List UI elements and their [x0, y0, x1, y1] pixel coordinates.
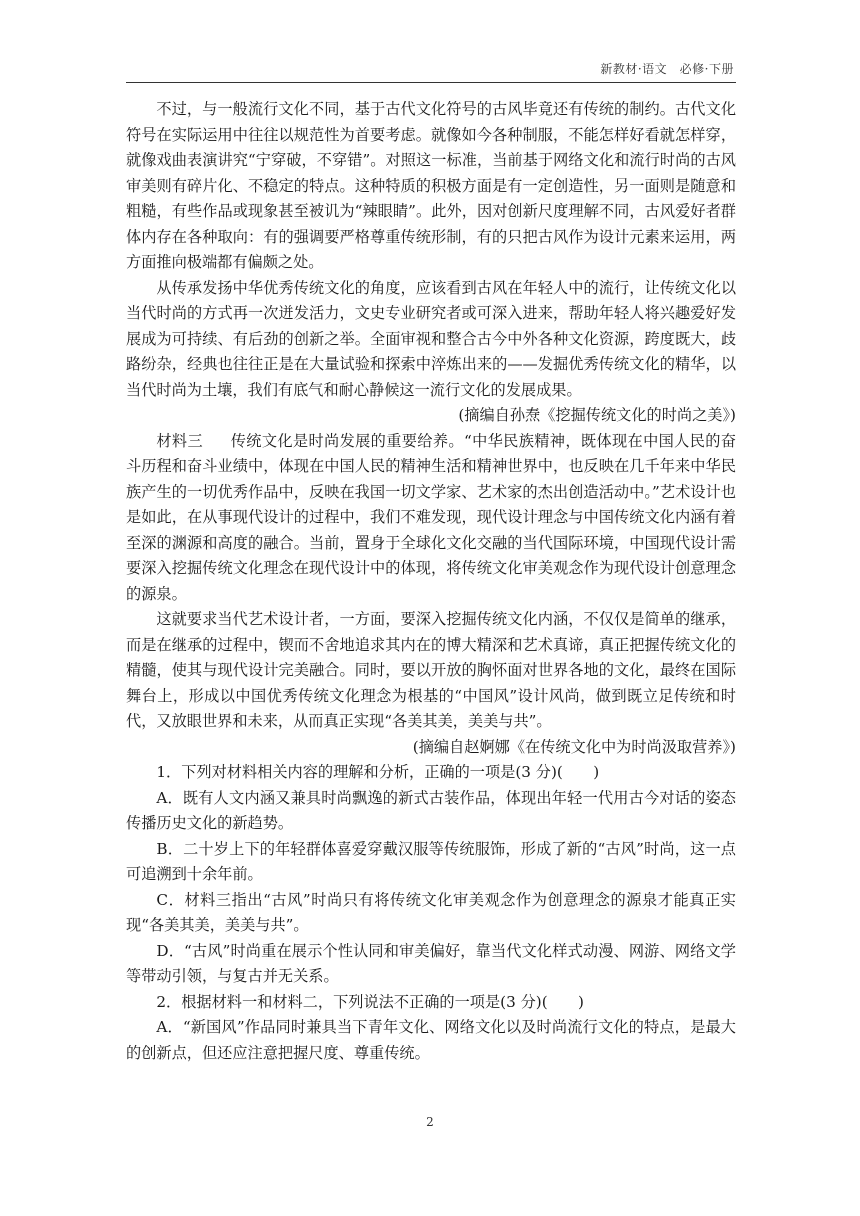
- header-text: 新教材·语文 必修·下册: [600, 62, 734, 76]
- paragraph-1: 不过，与一般流行文化不同，基于古代文化符号的古风毕竟还有传统的制约。古代文化符号在实际运用中往往以规范性为首要考虑。就像如今各种制服，不能怎样好看就怎样穿，就像戏曲表演讲究“宁穿破，不穿错”。对照这一标准，当前基于网络文化和流行时尚的古风审美则有碎片化、不稳定的特点。这种特质的积极方面是有一定创造性，另一面则是随意和粗糙，有些作品或现象甚至被讥为“辣眼睛”。此外，因对创新尺度理解不同，古风爱好者群体内存在各种取向：有的强调要严格尊重传统形制，有的只把古风作为设计元素来运用，两方面推向极端都有偏颇之处。: [126, 100, 736, 271]
- question-1-stem: 1．下列对材料相关内容的理解和分析，正确的一项是(3 分)( ): [156, 763, 600, 781]
- source-citation-2: (摘编自赵婀娜《在传统文化中为时尚汲取营养》): [412, 737, 736, 756]
- question-2-stem: 2．根据材料一和材料二，下列说法不正确的一项是(3 分)( ): [156, 992, 584, 1011]
- page-number: 2: [426, 1115, 434, 1129]
- question-1-option-b: B．二十岁上下的年轻群体喜爱穿戴汉服等传统服饰，形成了新的“古风”时尚，这一点可追溯到十余年前。: [126, 839, 736, 883]
- page-content: [126, 97, 736, 1066]
- paragraph-material-3: [126, 429, 736, 608]
- material-3-label: 材料三: [156, 431, 204, 450]
- paragraph-4: 这就要求当代艺术设计者，一方面，要深入挖掘传统文化内涵，不仅仅是简单的继承，而是在继承的过程中，锲而不舍地追求其内在的博大精深和艺术真谛，真正把握传统文化的精髓，使其与现代设计完美融合。同时，要以开放的胸怀面对世界各地的文化，最终在国际舞台上，形成以中国优秀传统文化理念为根基的“中国风”设计风尚，做到既立足传统和时代，又放眼世界和未来，从而真正实现“各美其美，美美与共”。: [126, 610, 736, 730]
- question-2-option-a: A．“新国风”作品同时兼具当下青年文化、网络文化以及时尚流行文化的特点，是最大的创新点，但还应注意把握尺度、尊重传统。: [126, 1018, 736, 1062]
- paragraph-2: 从传承发扬中华优秀传统文化的角度，应该看到古风在年轻人中的流行，让传统文化以当代时尚的方式再一次迸发活力，文史专业研究者或可深入进来，帮助年轻人将兴趣爱好发展成为可持续、有后劲的创新之举。全面审视和整合古今中外各种文化资源，跨度既大，歧路纷杂，经典也往往正是在大量试验和探索中淬炼出来的——发掘优秀传统文化的精华，以当代时尚为土壤，我们有底气和耐心静候这一流行文化的发展成果。: [126, 278, 736, 399]
- question-1-option-d: D．“古风”时尚重在展示个性认同和审美偏好，靠当代文化样式动漫、网游、网络文学等带动引领，与复古并无关系。: [126, 941, 736, 985]
- paragraph-3-text: 传统文化是时尚发展的重要给养。“中华民族精神，既体现在中国人民的奋斗历程和奋斗业绩中，体现在中国人民的精神生活和精神世界中，也反映在几千年来中华民族产生的一切优秀作品中，反映在我国一切文学家、艺术家的杰出创造活动中。”艺术设计也是如此，在从事现代设计的过程中，我们不难发现，现代设计理念与中国传统文化内涵有着至深的渊源和高度的融合。当前，置身于全球化文化交融的当代国际环境，中国现代设计需要深入挖掘传统文化理念在现代设计中的体现，将传统文化审美观念作为现代设计创意理念的源泉。: [126, 431, 737, 603]
- question-1-option-a: A．既有人文内涵又兼具时尚飘逸的新式古装作品，体现出年轻一代用古今对话的姿态传播历史文化的新趋势。: [126, 788, 736, 832]
- source-citation-1: (摘编自孙焘《挖掘传统文化的时尚之美》): [458, 406, 736, 424]
- question-1-option-c: C．材料三指出“古风”时尚只有将传统文化审美观念作为创意理念的源泉才能真正实现“各美其美，美美与共”。: [126, 890, 736, 934]
- page-header: [126, 57, 736, 83]
